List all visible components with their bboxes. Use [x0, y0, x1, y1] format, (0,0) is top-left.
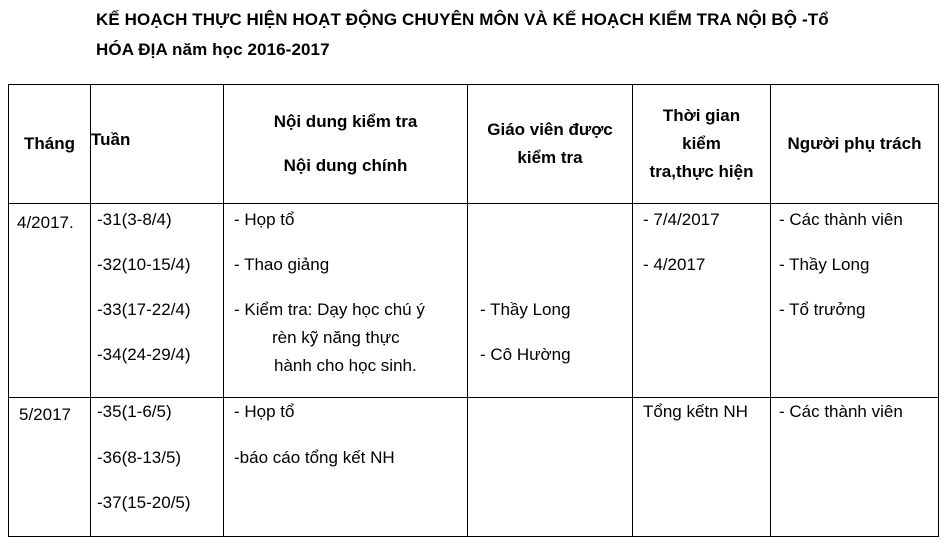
row1-time-cell	[633, 204, 771, 398]
row1-content-5: hành cho học sinh.	[274, 356, 417, 375]
header-content	[224, 85, 468, 204]
header-time	[633, 85, 771, 204]
header-teacher-line-2: kiểm tra	[517, 148, 583, 167]
row2-month-cell	[9, 398, 91, 537]
row2-person-cell	[771, 398, 939, 537]
document-title-line-2: HÓA ĐỊA năm học 2016-2017	[96, 40, 330, 59]
header-teacher-line-1: Giáo viên được	[487, 120, 613, 139]
plan-table	[8, 84, 939, 537]
header-person	[771, 85, 939, 204]
row1-weeks-cell	[91, 204, 224, 398]
row1-teacher-1: - Thầy Long	[480, 300, 571, 319]
header-teacher	[468, 85, 633, 204]
row1-month: 4/2017.	[17, 213, 74, 232]
row2-week-3: -37(15-20/5)	[97, 493, 191, 512]
row2-weeks-cell	[91, 398, 224, 537]
row1-content-cell	[224, 204, 468, 398]
row2-content-cell	[224, 398, 468, 537]
row1-time-2: - 4/2017	[643, 255, 706, 274]
header-time-line-3: tra,thực hiện	[649, 162, 754, 181]
row1-teacher-2: - Cô Hường	[480, 345, 571, 364]
header-content-line-1: Nội dung kiểm tra	[273, 112, 418, 131]
header-person-label: Người phụ trách	[787, 134, 922, 153]
row1-week-1: -31(3-8/4)	[97, 210, 172, 229]
row1-week-3: -33(17-22/4)	[97, 300, 191, 319]
row1-week-4: -34(24-29/4)	[97, 345, 191, 364]
row2-month: 5/2017	[19, 405, 71, 424]
row2-content-1: - Họp tổ	[234, 402, 295, 421]
row1-person-1: - Các thành viên	[779, 210, 903, 229]
header-month-label: Tháng	[24, 134, 75, 153]
row2-week-1: -35(1-6/5)	[97, 402, 172, 421]
table-row	[9, 204, 939, 398]
row1-time-1: - 7/4/2017	[643, 210, 720, 229]
row1-content-4: rèn kỹ năng thực	[272, 328, 400, 347]
row2-time: Tổng kếtn NH	[643, 402, 748, 421]
row1-teacher-cell	[468, 204, 633, 398]
row2-time-cell	[633, 398, 771, 537]
table-row	[9, 398, 939, 537]
table-header-row	[9, 85, 939, 204]
header-week-label: Tuần	[91, 129, 131, 149]
row1-person-2: - Thầy Long	[779, 255, 870, 274]
header-time-line-1: Thời gian	[662, 106, 741, 125]
row1-content-1: - Họp tổ	[234, 210, 295, 229]
row2-person-1: - Các thành viên	[779, 402, 903, 421]
row1-month-cell	[9, 204, 91, 398]
row1-person-cell	[771, 204, 939, 398]
row2-teacher-cell	[468, 398, 633, 537]
row1-week-2: -32(10-15/4)	[97, 255, 191, 274]
document-title-line-1: KẾ HOẠCH THỰC HIỆN HOẠT ĐỘNG CHUYÊN MÔN VÀ KẾ HOẠCH KIỂM TRA NỘI BỘ -Tổ	[96, 10, 829, 29]
row1-content-2: - Thao giảng	[234, 255, 330, 274]
row1-person-3: - Tổ trưởng	[779, 300, 866, 319]
row1-content-3: - Kiểm tra: Dạy học chú ý	[234, 300, 425, 319]
row2-week-2: -36(8-13/5)	[97, 448, 182, 467]
row2-content-2: -báo cáo tổng kết NH	[234, 448, 395, 467]
header-time-line-2: kiểm	[682, 134, 721, 153]
header-content-line-2: Nội dung chính	[283, 156, 408, 175]
header-month	[9, 85, 91, 204]
header-week	[91, 85, 224, 204]
